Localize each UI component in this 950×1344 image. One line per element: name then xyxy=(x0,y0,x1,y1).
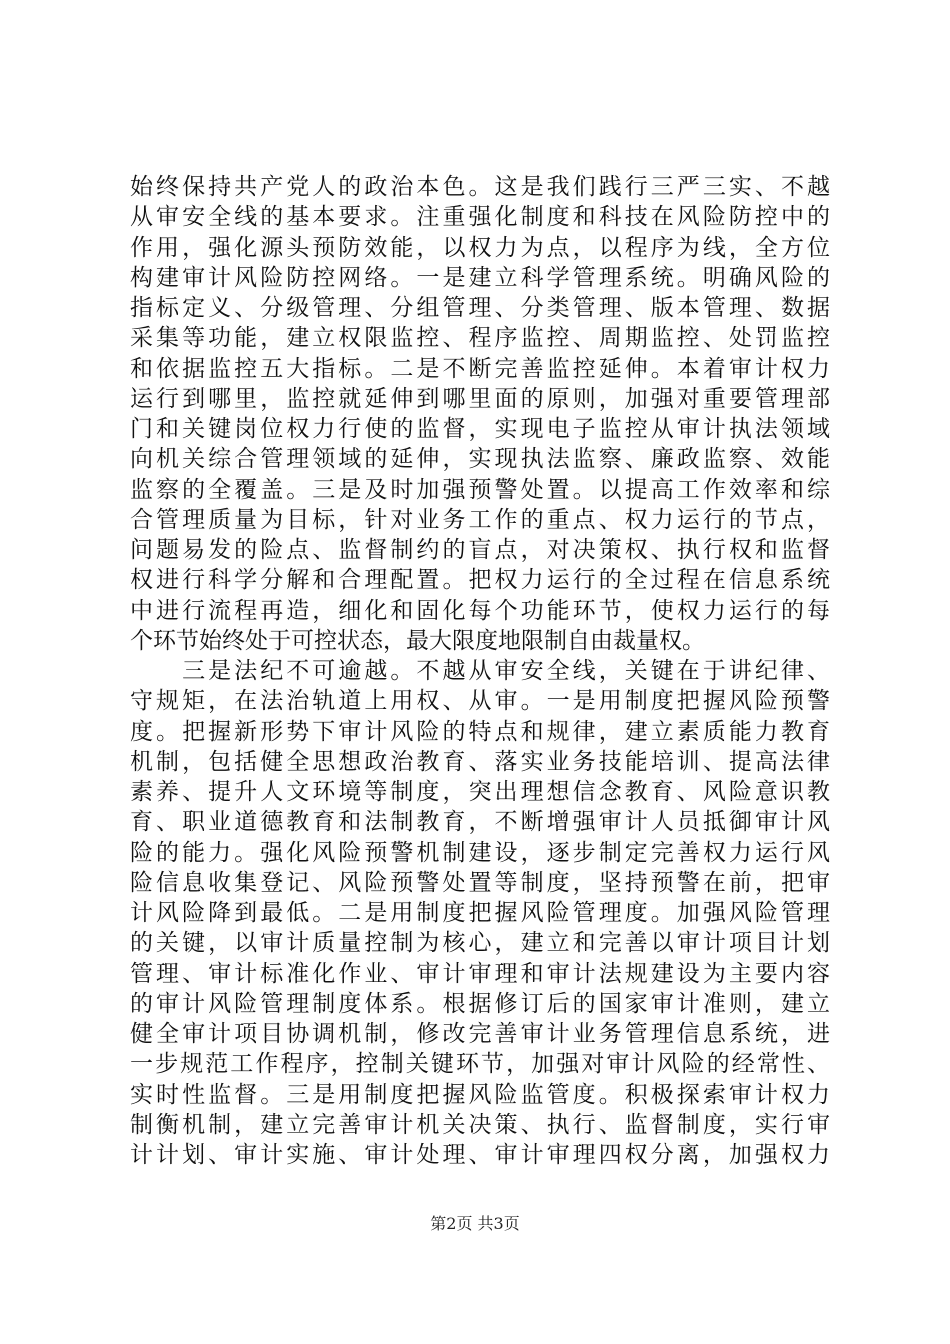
text-line-31: 实时性监督。三是用制度把握风险监管度。积极探索审计权力 xyxy=(130,1081,830,1108)
text-line-9: 门和关键岗位权力行使的监督，实现电子监控从审计执法领域 xyxy=(130,416,830,442)
text-line-5: 指标定义、分级管理、分组管理、分类管理、版本管理、数据 xyxy=(130,295,830,321)
text-line-24: 险信息收集登记、风险预警处置等制度，坚持预警在前，把审 xyxy=(130,869,830,896)
text-line-8: 运行到哪里，监控就延伸到哪里面的原则，加强对重要管理部 xyxy=(130,385,830,412)
text-line-32: 制衡机制，建立完善审计机关决策、执行、监督制度，实行审 xyxy=(130,1111,830,1138)
text-line-28: 的审计风险管理制度体系。根据修订后的国家审计准则，建立 xyxy=(130,990,830,1017)
text-line-21: 素养、提升人文环境等制度，突出理想信念教育、风险意识教 xyxy=(130,779,830,805)
page-number: 第2页 共3页 xyxy=(430,1214,520,1233)
text-line-6: 采集等功能，建立权限监控、程序监控、周期监控、处罚监控 xyxy=(130,325,830,352)
text-line-23: 险的能力。强化风险预警机制建设，逐步制定完善权力运行风 xyxy=(130,839,830,866)
text-line-16: 个环节始终处于可控状态，最大限度地限制自由裁量权。 xyxy=(130,627,705,654)
text-line-30: 一步规范工作程序，控制关键环节，加强对审计风险的经常性、 xyxy=(130,1051,830,1078)
text-line-14: 权进行科学分解和合理配置。把权力运行的全过程在信息系统 xyxy=(130,567,830,594)
document-body xyxy=(130,172,830,1170)
text-line-12: 合管理质量为目标，针对业务工作的重点、权力运行的节点， xyxy=(130,506,830,533)
text-line-13: 问题易发的险点、监督制约的盲点，对决策权、执行权和监督 xyxy=(130,537,830,563)
text-line-20: 机制，包括健全思想政治教育、落实业务技能培训、提高法律 xyxy=(130,748,830,775)
text-line-19: 度。把握新形势下审计风险的特点和规律，建立素质能力教育 xyxy=(130,718,830,745)
text-line-3: 作用，强化源头预防效能，以权力为点，以程序为线，全方位 xyxy=(130,234,830,261)
text-line-2: 从审安全线的基本要求。注重强化制度和科技在风险防控中的 xyxy=(130,204,830,231)
text-line-17: 三是法纪不可逾越。不越从审安全线，关键在于讲纪律、 xyxy=(130,658,830,684)
text-line-29: 健全审计项目协调机制，修改完善审计业务管理信息系统，进 xyxy=(130,1021,830,1047)
text-line-11: 监察的全覆盖。三是及时加强预警处置。以提高工作效率和综 xyxy=(130,476,830,503)
text-line-7: 和依据监控五大指标。二是不断完善监控延伸。本着审计权力 xyxy=(130,355,830,382)
text-line-33: 计计划、审计实施、审计处理、审计审理四权分离，加强权力 xyxy=(130,1142,830,1168)
text-line-27: 管理、审计标准化作业、审计审理和审计法规建设为主要内容 xyxy=(130,960,830,987)
text-line-25: 计风险降到最低。二是用制度把握风险管理度。加强风险管理 xyxy=(130,900,830,926)
text-line-18: 守规矩，在法治轨道上用权、从审。一是用制度把握风险预警 xyxy=(130,688,830,715)
text-line-22: 育、职业道德教育和法制教育，不断增强审计人员抵御审计风 xyxy=(130,809,830,836)
text-line-15: 中进行流程再造，细化和固化每个功能环节，使权力运行的每 xyxy=(130,597,830,624)
text-line-26: 的关键，以审计质量控制为核心，建立和完善以审计项目计划 xyxy=(130,930,830,957)
text-line-4: 构建审计风险防控网络。一是建立科学管理系统。明确风险的 xyxy=(130,264,830,291)
text-line-10: 向机关综合管理领域的延伸，实现执法监察、廉政监察、效能 xyxy=(130,446,830,473)
text-line-1: 始终保持共产党人的政治本色。这是我们践行三严三实、不越 xyxy=(130,174,830,200)
